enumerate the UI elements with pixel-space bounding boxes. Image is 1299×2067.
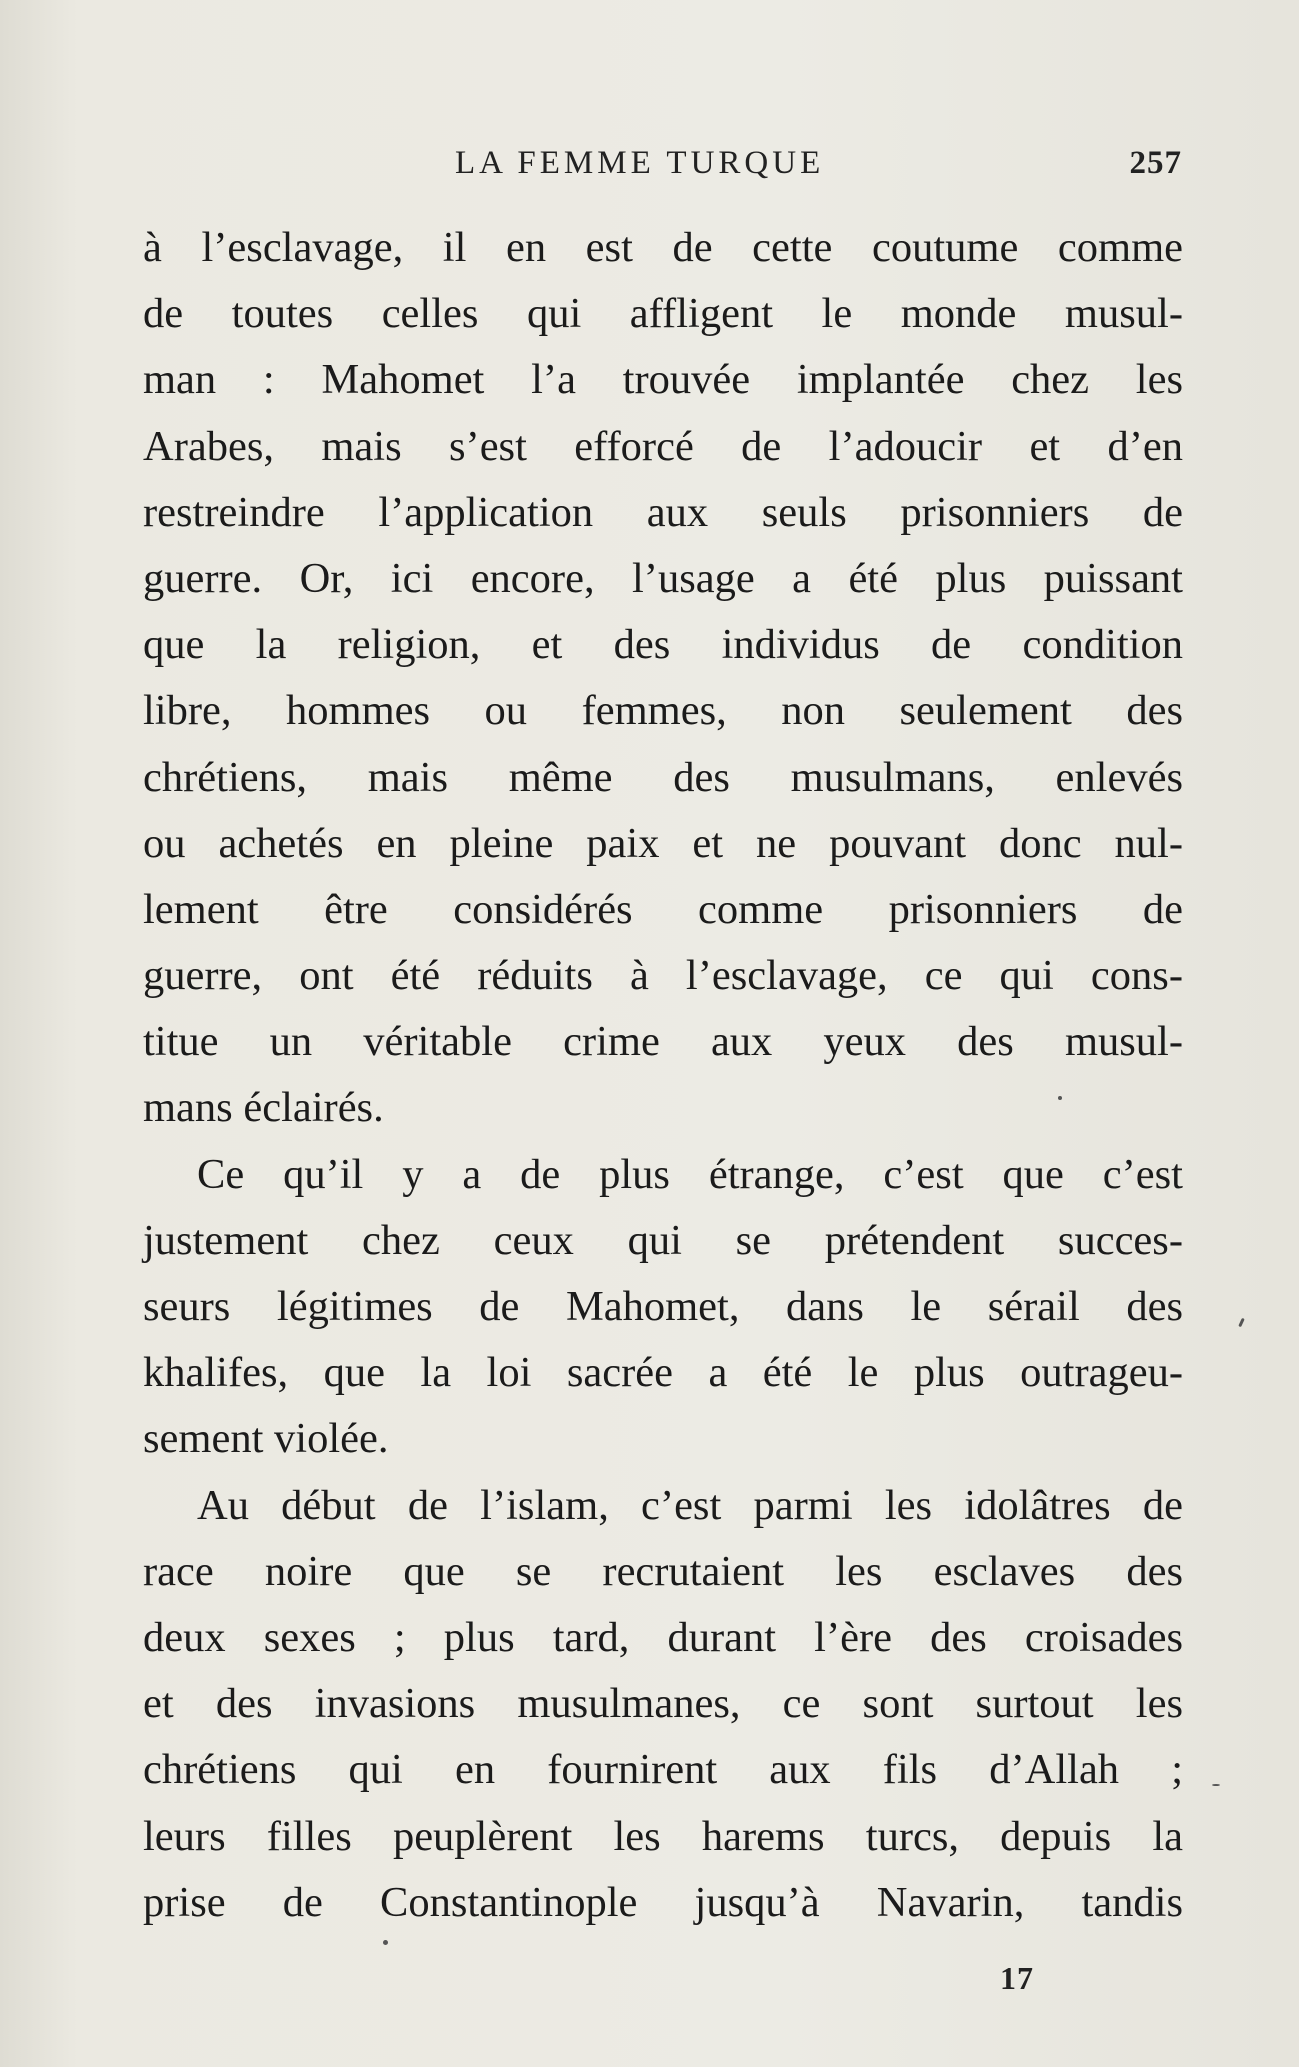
signature-mark: 17: [1000, 1960, 1034, 1996]
text-line: deux sexes ; plus tard, durant l’ère des croisades: [143, 1613, 1183, 1661]
text-line: Ce qu’il y a de plus étrange, c’est que c’est: [197, 1150, 1183, 1198]
running-head: [140, 145, 1182, 189]
ink-speck: [383, 1940, 388, 1945]
text-line: khalifes, que la loi sacrée a été le plus outrageu-: [143, 1349, 1183, 1397]
text-line: guerre, ont été réduits à l’esclavage, ce qui cons-: [143, 952, 1183, 1000]
text-line: race noire que se recrutaient les esclaves des: [143, 1547, 1183, 1595]
text-line: seurs légitimes de Mahomet, dans le sérail des: [143, 1283, 1183, 1330]
paragraph-3: [143, 1473, 1183, 1936]
text-line: que la religion, et des individus de condition: [143, 621, 1183, 669]
text-line: sement violée.: [143, 1415, 389, 1463]
text-line: à l’esclavage, il en est de cette coutume comme: [143, 224, 1183, 271]
paragraph-2: [143, 1142, 1183, 1473]
text-line: et des invasions musulmanes, ce sont surtout les: [143, 1680, 1183, 1728]
ink-speck: [1058, 1096, 1062, 1100]
text-line: prise de Constantinople jusqu’à Navarin, tandis: [143, 1878, 1183, 1926]
text-line: Au début de l’islam, c’est parmi les idolâtres de: [197, 1481, 1183, 1529]
text-line: ou achetés en pleine paix et ne pouvant donc nul-: [143, 819, 1183, 867]
text-line: leurs filles peuplèrent les harems turcs, depuis la: [143, 1812, 1183, 1860]
text-line: chrétiens qui en fournirent aux fils d’Allah ;: [143, 1746, 1183, 1794]
page-number: 257: [1129, 145, 1182, 181]
paragraph-1: [143, 215, 1183, 1142]
ink-speck: [1238, 1318, 1245, 1327]
text-line: chrétiens, mais même des musulmans, enlevés: [143, 753, 1183, 801]
text-line: mans éclairés.: [143, 1084, 384, 1132]
text-line: man : Mahomet l’a trouvée implantée chez les: [143, 356, 1183, 404]
text-line: de toutes celles qui affligent le monde musul-: [143, 290, 1183, 338]
body-text: [143, 215, 1183, 1936]
running-title: LA FEMME TURQUE: [455, 145, 825, 181]
text-line: justement chez ceux qui se prétendent succes-: [143, 1216, 1183, 1264]
text-line: lement être considérés comme prisonniers de: [143, 885, 1183, 933]
text-line: Arabes, mais s’est efforcé de l’adoucir et d’en: [143, 422, 1183, 470]
ink-speck: [1212, 1784, 1220, 1786]
text-line: titue un véritable crime aux yeux des musul-: [143, 1018, 1183, 1066]
text-line: libre, hommes ou femmes, non seulement des: [143, 687, 1183, 735]
text-line: guerre. Or, ici encore, l’usage a été plus puissant: [143, 554, 1183, 602]
text-line: restreindre l’application aux seuls prisonniers de: [143, 488, 1183, 536]
